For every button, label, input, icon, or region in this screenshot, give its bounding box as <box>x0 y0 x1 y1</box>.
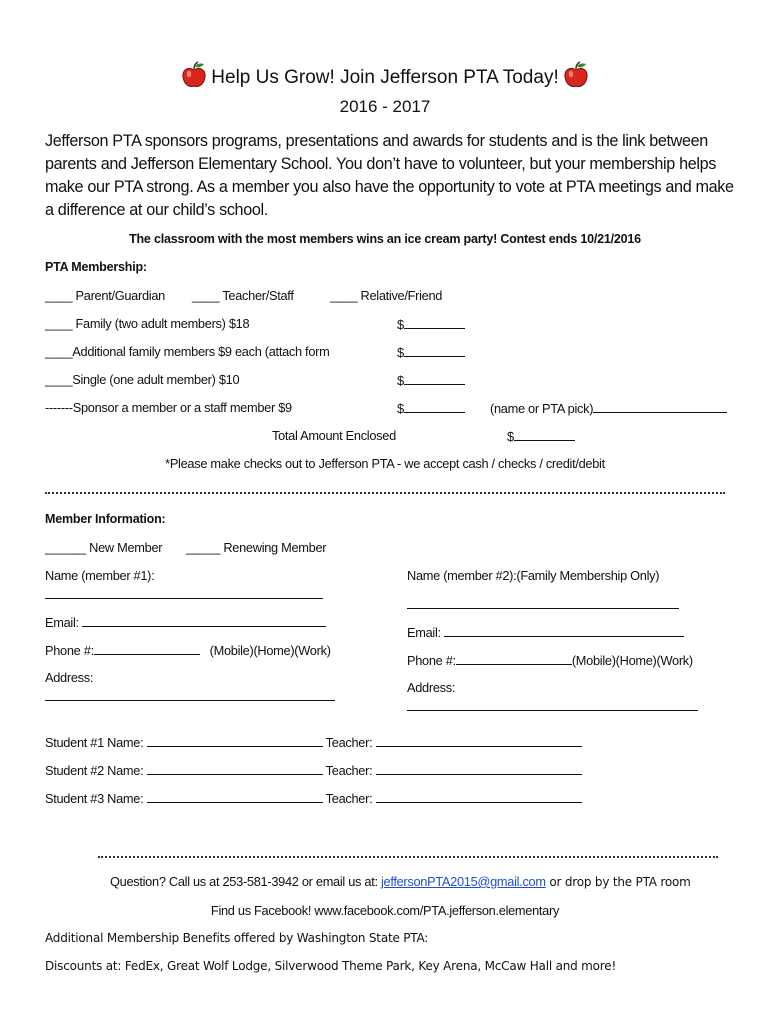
member1-email-field[interactable] <box>82 614 326 627</box>
member2-address-field[interactable] <box>407 710 698 711</box>
teacher-field[interactable] <box>376 762 582 775</box>
renew-member-blank: _____ <box>186 540 221 555</box>
student-name-label: Student #3 Name: <box>45 791 144 806</box>
student-name-field[interactable] <box>147 790 323 803</box>
member1-phone-label: Phone #: <box>45 643 94 658</box>
type-parent-label: Parent/Guardian <box>75 288 165 303</box>
member2-email[interactable] <box>407 624 684 640</box>
amount-line <box>404 344 465 357</box>
amount-family[interactable] <box>397 316 465 332</box>
dollar-sign: $ <box>397 373 404 388</box>
student-row[interactable] <box>45 790 582 806</box>
item-single[interactable]: ____Single (one adult member) $10 <box>45 372 240 387</box>
item-family[interactable]: ____ Family (two adult members) $18 <box>45 316 250 331</box>
member2-name-label: Name (member #2):(Family Membership Only) <box>407 568 660 583</box>
teacher-label: Teacher: <box>325 735 373 750</box>
new-member-label: New Member <box>89 540 163 555</box>
apple-icon <box>563 61 589 95</box>
school-year: 2016 - 2017 <box>339 97 431 116</box>
type-teacher-blank: ____ <box>192 288 220 303</box>
amount-single[interactable] <box>397 372 465 388</box>
item-additional[interactable]: ____Additional family members $9 each (attach form <box>45 344 330 359</box>
member1-name-label: Name (member #1): <box>45 568 155 583</box>
teacher-field[interactable] <box>376 790 582 803</box>
member2-address-label: Address: <box>407 680 456 695</box>
dollar-sign: $ <box>507 429 514 444</box>
amount-line <box>514 428 575 441</box>
student-name-field[interactable] <box>147 762 323 775</box>
facebook-line: Find us Facebook! www.facebook.com/PTA.jefferson.elementary <box>210 903 560 918</box>
member2-phone[interactable] <box>407 652 693 668</box>
member1-email-label: Email: <box>45 615 79 630</box>
member2-name-field[interactable] <box>407 608 679 609</box>
new-member-option[interactable] <box>45 540 162 555</box>
checks-note: *Please make checks out to Jefferson PTA - we accept cash / checks / credit/debit <box>165 456 605 471</box>
amount-additional[interactable] <box>397 344 465 360</box>
page-title <box>0 61 770 95</box>
title-text: Help Us Grow! Join Jefferson PTA Today! <box>211 67 559 88</box>
member2-phone-types: (Mobile)(Home)(Work) <box>571 653 693 668</box>
type-parent-blank: ____ <box>45 288 73 303</box>
amount-line <box>404 316 465 329</box>
contest-note: The classroom with the most members wins an ice cream party! Contest ends 10/21/2016 <box>129 232 641 246</box>
student-row[interactable] <box>45 762 582 778</box>
dollar-sign: $ <box>397 345 404 360</box>
teacher-label: Teacher: <box>325 791 373 806</box>
student-name-field[interactable] <box>147 734 323 747</box>
teacher-label: Teacher: <box>325 763 373 778</box>
member1-phone-types: (Mobile)(Home)(Work) <box>209 643 331 658</box>
student-name-label: Student #2 Name: <box>45 763 144 778</box>
member1-address-field[interactable] <box>45 700 335 701</box>
item-sponsor[interactable]: -------Sponsor a member or a staff member $9 <box>45 400 292 415</box>
total-amount[interactable] <box>507 428 575 444</box>
contact-line <box>110 874 691 889</box>
apple-icon <box>181 61 207 95</box>
dollar-sign: $ <box>397 317 404 332</box>
member1-address-label: Address: <box>45 670 94 685</box>
dotted-divider <box>98 856 718 858</box>
sponsor-pick-label: (name or PTA pick) <box>490 401 594 416</box>
member2-email-label: Email: <box>407 625 441 640</box>
sponsor-pick[interactable] <box>490 400 727 416</box>
discounts-line: Discounts at: FedEx, Great Wolf Lodge, Silverwood Theme Park, Key Arena, McCaw Hall and more! <box>45 959 617 973</box>
type-relative[interactable] <box>330 288 442 303</box>
member2-phone-field[interactable] <box>456 652 572 665</box>
sponsor-pick-line <box>593 400 727 413</box>
type-teacher-label: Teacher/Staff <box>222 288 294 303</box>
type-relative-label: Relative/Friend <box>360 288 443 303</box>
intro-paragraph: Jefferson PTA sponsors programs, presentations and awards for students and is the link between parents and Jefferson Elementary School. You don’t have to volunteer, but your membership helps make our PTA strong. As a member you also have the opportunity to vote at PTA meetings and make a difference at our child’s school. <box>45 132 734 219</box>
amount-sponsor[interactable] <box>397 400 465 416</box>
member2-phone-label: Phone #: <box>407 653 456 668</box>
member1-phone[interactable] <box>45 642 331 658</box>
student-row[interactable] <box>45 734 582 750</box>
contact-suffix: or drop by the PTA room <box>545 875 691 889</box>
amount-line <box>404 372 465 385</box>
type-teacher[interactable] <box>192 288 294 303</box>
member1-email[interactable] <box>45 614 326 630</box>
new-member-blank: ______ <box>45 540 86 555</box>
type-parent[interactable] <box>45 288 165 303</box>
member1-name-field[interactable] <box>45 598 323 599</box>
dollar-sign: $ <box>397 401 404 416</box>
type-relative-blank: ____ <box>330 288 358 303</box>
renew-member-option[interactable] <box>186 540 326 555</box>
amount-line <box>404 400 465 413</box>
dotted-divider <box>45 492 725 494</box>
member-info-heading: Member Information: <box>45 512 166 526</box>
contact-prefix: Question? Call us at 253-581-3942 or email us at: <box>110 874 381 889</box>
total-label: Total Amount Enclosed <box>272 428 396 443</box>
student-name-label: Student #1 Name: <box>45 735 144 750</box>
member1-phone-field[interactable] <box>94 642 200 655</box>
membership-heading: PTA Membership: <box>45 260 147 274</box>
email-link[interactable]: jeffersonPTA2015@gmail.com <box>380 874 546 889</box>
teacher-field[interactable] <box>376 734 582 747</box>
renew-member-label: Renewing Member <box>223 540 327 555</box>
benefits-line: Additional Membership Benefits offered by Washington State PTA: <box>45 931 429 945</box>
member2-email-field[interactable] <box>444 624 684 637</box>
